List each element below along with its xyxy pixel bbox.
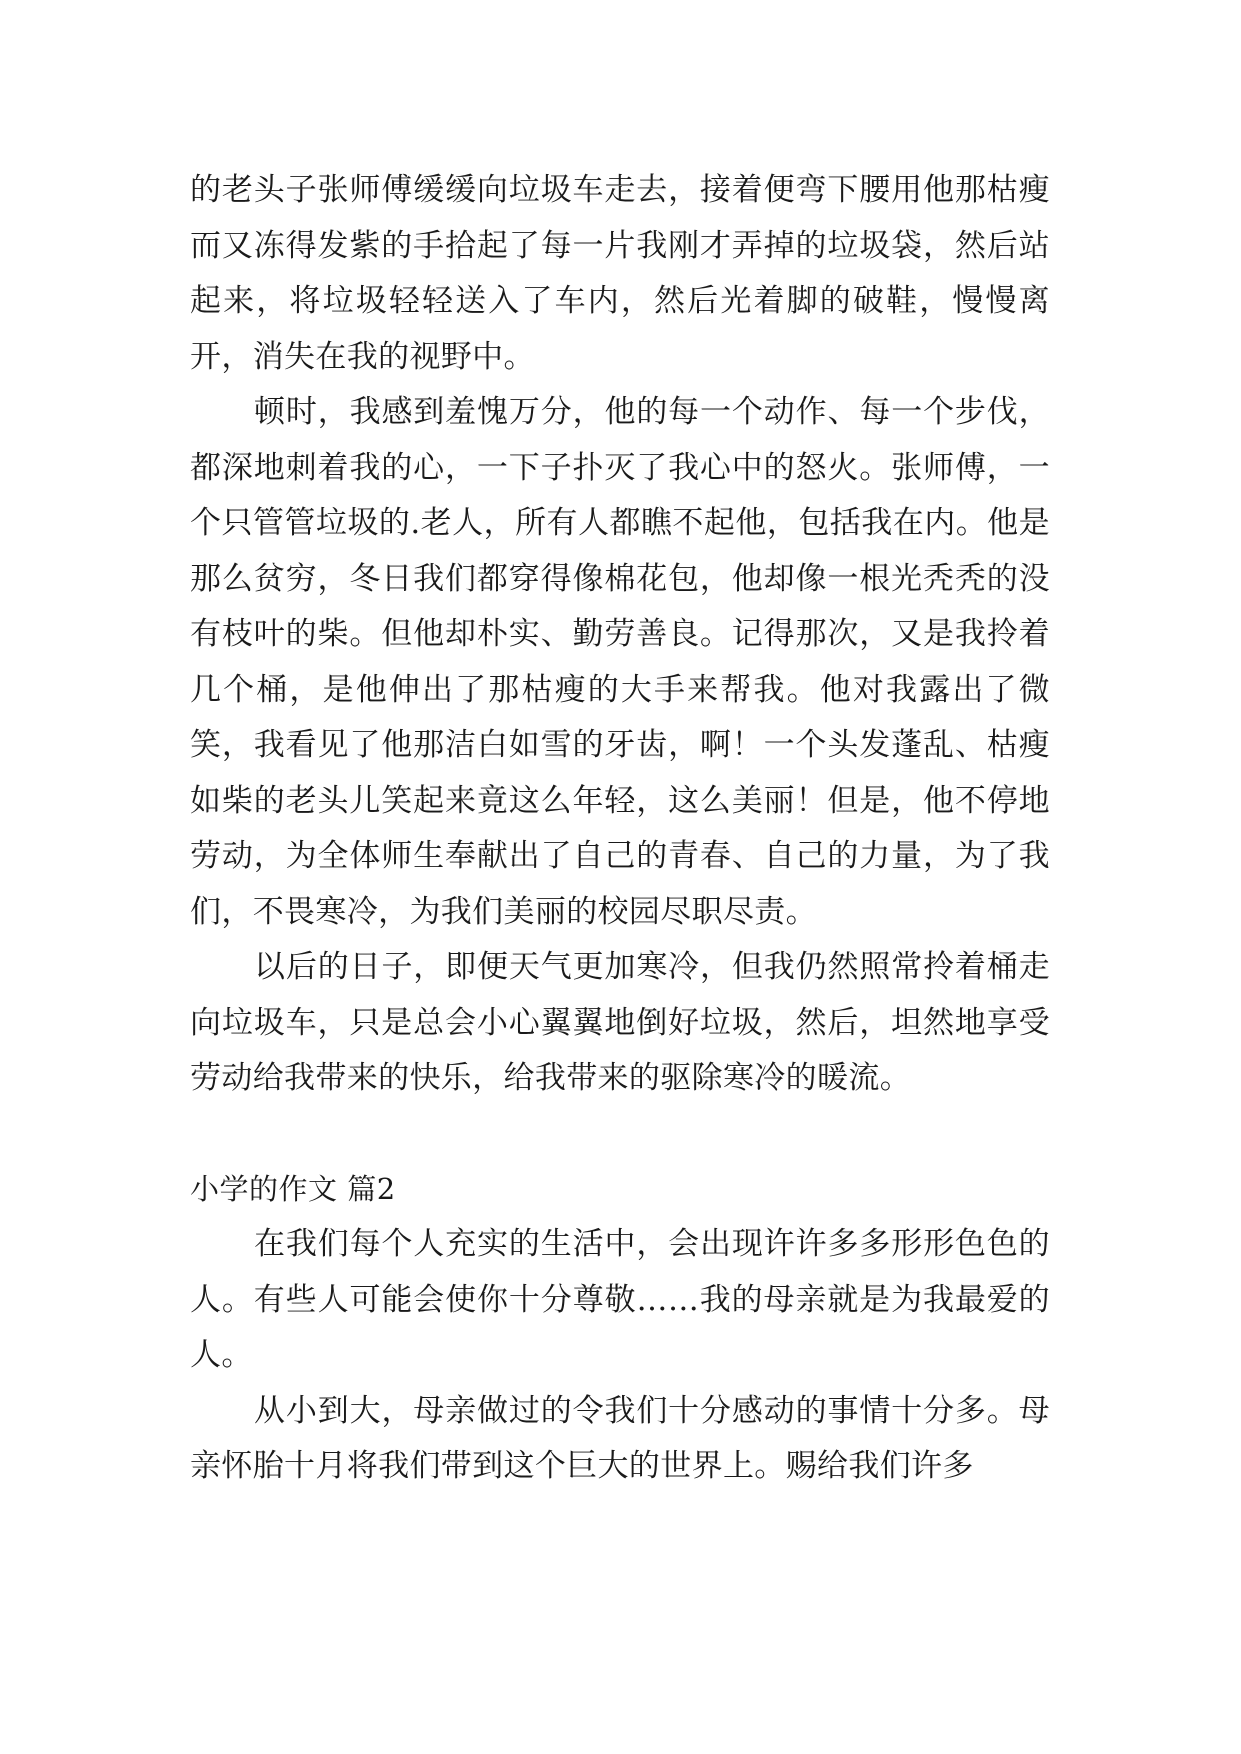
paragraph-5: 从小到大，母亲做过的令我们十分感动的事情十分多。母亲怀胎十月将我们带到这个巨大的世界上。赐给我们许多 [190,1392,1050,1484]
section-heading: 小学的作文 篇2 [190,1171,396,1206]
paragraph-2: 顿时，我感到羞愧万分，他的每一个动作、每一个步伐，都深地刺着我的心，一下子扑灭了我心中的怒火。张师傅，一个只管管垃圾的.老人，所有人都瞧不起他，包括我在内。他是那么贫穷，冬日我们都穿得像棉花包，他却像一根光秃秃的没有枝叶的柴。但他却朴实、勤劳善良。记得那次，又是我拎着几个桶，是他伸出了那枯瘦的大手来帮我。他对我露出了微笑，我看见了他那洁白如雪的牙齿，啊！一个头发蓬乱、枯瘦如柴的老头儿笑起来竟这么年轻，这么美丽！但是，他不停地劳动，为全体师生奉献出了自己的青春、自己的力量，为了我们，不畏寒冷，为我们美丽的校园尽职尽责。 [190,394,1050,930]
paragraph-3: 以后的日子，即便天气更加寒冷，但我仍然照常拎着桶走向垃圾车，只是总会小心翼翼地倒好垃圾，然后，坦然地享受劳动给我带来的快乐，给我带来的驱除寒冷的暖流。 [190,949,1050,1096]
paragraph-4: 在我们每个人充实的生活中，会出现许许多多形形色色的人。有些人可能会使你十分尊敬……我的母亲就是为我最爱的人。 [190,1226,1050,1373]
document-body [190,163,1050,1495]
section-spacer [190,1107,1050,1162]
paragraph-1: 的老头子张师傅缓缓向垃圾车走去，接着便弯下腰用他那枯瘦而又冻得发紫的手拾起了每一片我刚才弄掉的垃圾袋，然后站起来，将垃圾轻轻送入了车内，然后光着脚的破鞋，慢慢离开，消失在我的视野中。 [190,172,1050,375]
